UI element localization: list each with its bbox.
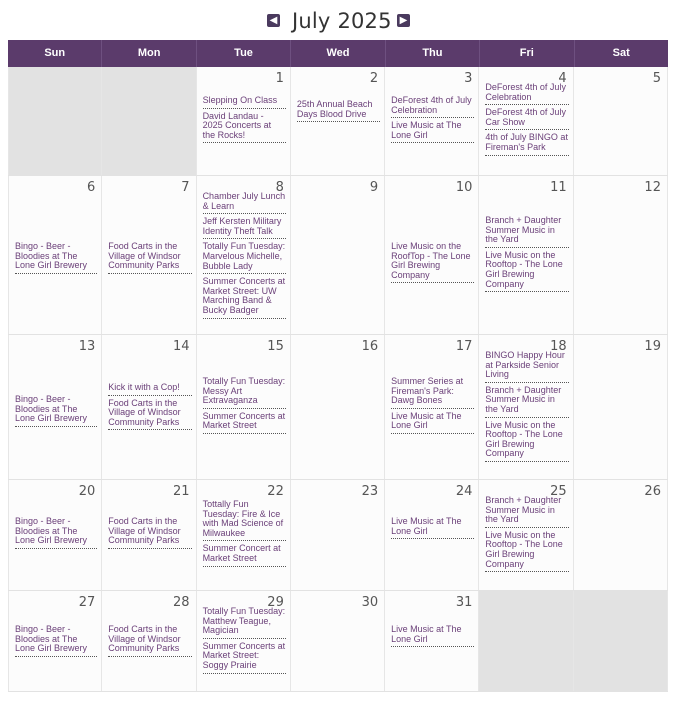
day-number: 5 <box>652 71 661 86</box>
event-link[interactable]: Bingo - Beer - Bloodies at The Lone Girl Brewery <box>15 625 97 657</box>
event-link[interactable]: Tottally Fun Tuesday: Fire & Ice with Mad Science of Milwaukee <box>203 500 286 541</box>
day-names-row <box>8 40 668 67</box>
day-number: 12 <box>644 180 661 195</box>
day-cell[interactable] <box>385 480 479 590</box>
event-list <box>15 517 97 552</box>
event-link[interactable]: Food Carts in the Village of Windsor Community Parks <box>108 625 191 657</box>
event-list <box>15 242 97 277</box>
day-number: 17 <box>455 339 473 354</box>
event-link[interactable]: DeForest 4th of July Celebration <box>485 83 568 105</box>
day-number: 9 <box>369 180 379 195</box>
empty-day-cell <box>102 67 196 175</box>
event-link[interactable]: Live Music on the Rooftop - The Lone Girl Brewing Company <box>485 421 568 462</box>
day-cell[interactable] <box>479 335 573 479</box>
prev-month-icon[interactable]: ◀ <box>267 14 280 27</box>
event-list <box>485 496 568 575</box>
day-cell[interactable] <box>197 67 291 175</box>
day-number: 1 <box>275 71 284 86</box>
event-link[interactable]: Food Carts in the Village of Windsor Community Parks <box>108 517 191 549</box>
event-link[interactable]: Live Music on the RoofTop - The Lone Girl Brewing Company <box>391 242 474 283</box>
day-cell[interactable] <box>574 480 668 590</box>
day-number: 2 <box>369 71 379 86</box>
day-cell[interactable] <box>8 176 102 334</box>
event-link[interactable]: DeForest 4th of July Celebration <box>391 96 474 118</box>
event-link[interactable]: DeForest 4th of July Car Show <box>485 108 568 130</box>
day-name-tue: Tue <box>197 40 291 67</box>
day-number: 14 <box>173 339 190 354</box>
event-list <box>15 395 97 430</box>
event-link[interactable]: Live Music at The Lone Girl <box>391 412 474 434</box>
day-number: 4 <box>558 71 567 86</box>
day-cell[interactable] <box>574 67 668 175</box>
day-number: 24 <box>455 484 473 499</box>
day-cell[interactable] <box>291 335 385 479</box>
event-link[interactable]: 4th of July BINGO at Fireman's Park <box>485 133 568 155</box>
week-row <box>8 67 668 176</box>
day-cell[interactable] <box>102 480 196 590</box>
day-cell[interactable] <box>385 67 479 175</box>
event-list <box>203 500 286 570</box>
event-link[interactable]: Kick it with a Cop! <box>108 383 191 396</box>
event-link[interactable]: Totally Fun Tuesday: Messy Art Extravaganza <box>203 377 286 409</box>
event-link[interactable]: Summer Concert at Market Street <box>203 544 286 566</box>
day-cell[interactable] <box>8 335 102 479</box>
day-cell[interactable] <box>291 480 385 590</box>
day-number: 29 <box>267 595 284 610</box>
day-cell[interactable] <box>8 480 102 590</box>
day-number: 22 <box>267 484 284 499</box>
day-cell[interactable] <box>385 591 479 691</box>
event-link[interactable]: Bingo - Beer - Bloodies at The Lone Girl Brewery <box>15 517 97 549</box>
event-link[interactable]: Live Music at The Lone Girl <box>391 121 474 143</box>
event-list <box>485 351 568 465</box>
event-link[interactable]: Totally Fun Tuesday: Matthew Teague, Magician <box>203 607 286 639</box>
day-cell[interactable] <box>574 176 668 334</box>
day-number: 16 <box>361 339 379 354</box>
day-cell[interactable] <box>197 591 291 691</box>
day-cell[interactable] <box>291 67 385 175</box>
day-cell[interactable] <box>102 335 196 479</box>
empty-day-cell <box>8 67 102 175</box>
day-name-wed: Wed <box>291 40 385 67</box>
event-link[interactable]: BINGO Happy Hour at Parkside Senior Living <box>485 351 568 383</box>
event-link[interactable]: Jeff Kersten Military Identity Theft Talk <box>203 217 286 239</box>
day-cell[interactable] <box>8 591 102 691</box>
event-link[interactable]: Totally Fun Tuesday: Marvelous Michelle, Bubble Lady <box>203 242 286 274</box>
day-number: 11 <box>550 180 567 195</box>
event-link[interactable]: Chamber July Lunch & Learn <box>203 192 286 214</box>
day-cell[interactable] <box>574 335 668 479</box>
event-list <box>203 607 286 677</box>
day-number: 20 <box>78 484 96 499</box>
day-number: 26 <box>644 484 661 499</box>
day-number: 7 <box>181 180 190 195</box>
event-link[interactable]: Branch + Daughter Summer Music in the Yard <box>485 496 568 528</box>
day-number: 10 <box>455 180 473 195</box>
day-number: 30 <box>361 595 379 610</box>
empty-day-cell <box>574 591 668 691</box>
month-title: July 2025 <box>292 9 392 33</box>
day-number: 25 <box>550 484 567 499</box>
day-cell[interactable] <box>102 591 196 691</box>
day-cell[interactable] <box>197 335 291 479</box>
day-cell[interactable] <box>197 176 291 334</box>
day-cell[interactable] <box>291 591 385 691</box>
event-list <box>391 517 474 542</box>
event-list <box>108 242 191 277</box>
day-name-mon: Mon <box>102 40 196 67</box>
day-cell[interactable] <box>197 480 291 590</box>
event-link[interactable]: Branch + Daughter Summer Music in the Yard <box>485 386 568 418</box>
event-link[interactable]: David Landau - 2025 Concerts at the Rocks! <box>203 112 286 144</box>
event-list <box>391 242 474 286</box>
day-cell[interactable] <box>479 176 573 334</box>
event-link[interactable]: Live Music on the Rooftop - The Lone Girl Brewing Company <box>485 531 568 572</box>
event-list <box>485 83 568 159</box>
day-number: 28 <box>173 595 190 610</box>
week-row <box>8 591 668 692</box>
event-link[interactable]: Bingo - Beer - Bloodies at The Lone Girl Brewery <box>15 395 97 427</box>
week-row <box>8 480 668 591</box>
day-number: 21 <box>173 484 190 499</box>
event-link[interactable]: Summer Concerts at Market Street <box>203 412 286 434</box>
event-list <box>108 517 191 552</box>
week-row <box>8 335 668 480</box>
event-link[interactable]: Summer Concerts at Market Street: Soggy Prairie <box>203 642 286 674</box>
event-link[interactable]: Food Carts in the Village of Windsor Community Parks <box>108 399 191 431</box>
day-number: 3 <box>464 71 473 86</box>
day-name-thu: Thu <box>386 40 480 67</box>
event-list <box>391 96 474 146</box>
day-cell[interactable] <box>291 176 385 334</box>
event-link[interactable]: Live Music on the Rooftop - The Lone Girl Brewing Company <box>485 251 568 292</box>
event-link[interactable]: Live Music at The Lone Girl <box>391 517 474 539</box>
event-link[interactable]: Slepping On Class <box>203 96 286 109</box>
day-name-fri: Fri <box>480 40 574 67</box>
event-list <box>203 192 286 322</box>
day-cell[interactable] <box>479 67 573 175</box>
event-list <box>391 625 474 650</box>
day-cell[interactable] <box>385 176 479 334</box>
event-link[interactable]: 25th Annual Beach Days Blood Drive <box>297 100 380 122</box>
day-number: 27 <box>78 595 96 610</box>
calendar-header <box>0 0 680 40</box>
day-name-sat: Sat <box>612 47 630 59</box>
event-list <box>391 377 474 437</box>
day-number: 19 <box>644 339 661 354</box>
day-cell[interactable] <box>102 176 196 334</box>
event-link[interactable]: Food Carts in the Village of Windsor Community Parks <box>108 242 191 274</box>
day-number: 13 <box>78 339 96 354</box>
day-number: 8 <box>275 180 284 195</box>
week-row <box>8 176 668 335</box>
event-list <box>15 625 97 660</box>
event-list <box>203 377 286 437</box>
day-number: 23 <box>361 484 379 499</box>
event-link[interactable]: Summer Concerts at Market Street: UW Marching Band & Bucky Badger <box>203 277 286 318</box>
day-number: 15 <box>267 339 284 354</box>
day-name-sun: Sun <box>8 40 102 67</box>
event-link[interactable]: Live Music at The Lone Girl <box>391 625 474 647</box>
event-list <box>297 100 380 125</box>
event-list <box>108 625 191 660</box>
day-cell[interactable] <box>479 480 573 590</box>
calendar-grid <box>8 67 668 692</box>
day-cell[interactable] <box>385 335 479 479</box>
day-number: 18 <box>550 339 567 354</box>
event-link[interactable]: Branch + Daughter Summer Music in the Yard <box>485 216 568 248</box>
event-list <box>108 383 191 433</box>
day-number: 6 <box>87 180 96 195</box>
next-month-icon[interactable]: ▶ <box>397 14 410 27</box>
event-list <box>203 96 286 146</box>
day-number: 31 <box>455 595 473 610</box>
empty-day-cell <box>479 591 573 691</box>
event-link[interactable]: Bingo - Beer - Bloodies at The Lone Girl Brewery <box>15 242 97 274</box>
event-list <box>485 216 568 295</box>
event-link[interactable]: Summer Series at Fireman's Park: Dawg Bones <box>391 377 474 409</box>
